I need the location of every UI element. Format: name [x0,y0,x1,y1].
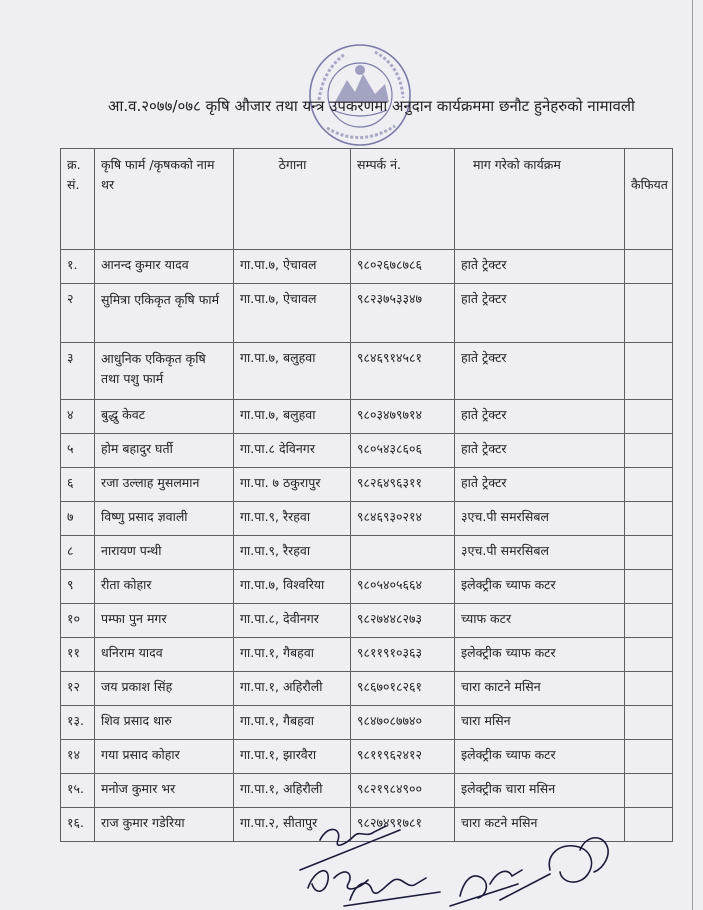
cell-sn: १. [61,250,95,284]
header-sn: क्र. सं. [61,149,95,250]
cell-program: हाते ट्रेक्टर [455,468,625,502]
cell-remarks [625,536,673,570]
table-row [61,400,673,434]
cell-contact: ९८२७४९१७८१ [351,808,455,842]
signatures-icon [250,800,690,910]
table-row [61,740,673,774]
cell-contact: ९८४६९१४५८१ [351,343,455,400]
header-remarks: कैफियत [625,149,673,250]
cell-sn: ११ [61,638,95,672]
cell-address: गा.पा.७, बलुहवा [234,400,351,434]
cell-contact: ९८२३७५३३४७ [351,284,455,343]
cell-contact: ९८०३४७९७१४ [351,400,455,434]
cell-program: च्याफ कटर [455,604,625,638]
cell-address: गा.पा.१, अहिरौली [234,774,351,808]
cell-program: इलेक्ट्रीक च्याफ कटर [455,570,625,604]
cell-sn: २ [61,284,95,343]
cell-remarks [625,502,673,536]
cell-contact: ९८२६४९६३११ [351,468,455,502]
cell-program: इलेक्ट्रीक च्याफ कटर [455,638,625,672]
cell-address: गा.पा.७, विश्वरिया [234,570,351,604]
cell-program: हाते ट्रेक्टर [455,400,625,434]
cell-name: शिव प्रसाद थारु [95,706,234,740]
cell-address: गा.पा. ७ ठकुरापुर [234,468,351,502]
cell-sn: १३. [61,706,95,740]
cell-program: ३एच.पी समरसिबल [455,536,625,570]
cell-name: आनन्द कुमार यादव [95,250,234,284]
cell-name: नारायण पन्थी [95,536,234,570]
cell-contact: ९८११९६२४१२ [351,740,455,774]
cell-sn: ८ [61,536,95,570]
cell-name: राज कुमार गडेरिया [95,808,234,842]
cell-address: गा.पा.१, अहिरौली [234,672,351,706]
cell-address: गा.पा.७, ऐचावल [234,250,351,284]
header-contact: सम्पर्क नं. [351,149,455,250]
cell-program: ३एच.पी समरसिबल [455,502,625,536]
cell-address: गा.पा.२, सीतापुर [234,808,351,842]
cell-contact: ९८११९१०३६३ [351,638,455,672]
header-address: ठेगाना [234,149,351,250]
table-row [61,536,673,570]
cell-remarks [625,740,673,774]
cell-name: मनोज कुमार भर [95,774,234,808]
table-row [61,250,673,284]
cell-contact: ९८४६९३०२१४ [351,502,455,536]
cell-program: हाते ट्रेक्टर [455,434,625,468]
table-row [61,434,673,468]
cell-address: गा.पा.१, झारवैरा [234,740,351,774]
cell-contact: ९८०५४३८६०६ [351,434,455,468]
table-row [61,468,673,502]
table-row [61,672,673,706]
cell-sn: १४ [61,740,95,774]
cell-contact: ९८२१९८४९०० [351,774,455,808]
cell-sn: १५. [61,774,95,808]
cell-name: पम्फा पुन मगर [95,604,234,638]
cell-remarks [625,468,673,502]
cell-address: गा.पा.७, बलुहवा [234,343,351,400]
cell-address: गा.पा.८, देवीनगर [234,604,351,638]
cell-remarks [625,250,673,284]
cell-sn: ४ [61,400,95,434]
cell-contact: ९८०५४०५६६४ [351,570,455,604]
cell-name: सुमित्रा एकिकृत कृषि फार्म [95,284,234,343]
cell-sn: ५ [61,434,95,468]
cell-remarks [625,434,673,468]
cell-program: इलेक्ट्रीक चारा मसिन [455,774,625,808]
table-row [61,502,673,536]
cell-remarks [625,400,673,434]
cell-remarks [625,284,673,343]
header-name: कृषि फार्म /कृषकको नाम थर [95,149,234,250]
table-header-row [61,149,673,250]
cell-sn: ७ [61,502,95,536]
cell-remarks [625,604,673,638]
cell-address: गा.पा.१, गैबहवा [234,706,351,740]
cell-remarks [625,706,673,740]
cell-program: हाते ट्रेक्टर [455,284,625,343]
table-row [61,638,673,672]
cell-address: गा.पा.९, रैरहवा [234,536,351,570]
cell-address: गा.पा.८ देविनगर [234,434,351,468]
cell-name: बुद्धु केवट [95,400,234,434]
cell-sn: १६. [61,808,95,842]
cell-contact: ९८६७०१८२६१ [351,672,455,706]
cell-name: रजा उल्लाह मुसलमान [95,468,234,502]
cell-address: गा.पा.७, ऐचावल [234,284,351,343]
cell-contact: ९८०२६७८७८६ [351,250,455,284]
table-row [61,570,673,604]
cell-program: चारा मसिन [455,706,625,740]
table-row [61,284,673,343]
cell-name: होम बहादुर घर्ती [95,434,234,468]
cell-name: गया प्रसाद कोहार [95,740,234,774]
cell-remarks [625,638,673,672]
table-row [61,343,673,400]
cell-name: धनिराम यादव [95,638,234,672]
cell-sn: १० [61,604,95,638]
cell-program: हाते ट्रेक्टर [455,343,625,400]
cell-program: चारा काटने मसिन [455,672,625,706]
cell-remarks [625,672,673,706]
cell-address: गा.पा.१, गैबहवा [234,638,351,672]
cell-name: जय प्रकाश सिंह [95,672,234,706]
beneficiary-table [60,148,673,842]
cell-address: गा.पा.९, रैरहवा [234,502,351,536]
cell-sn: १२ [61,672,95,706]
header-program: माग गरेको कार्यक्रम [455,149,625,250]
table-row [61,604,673,638]
cell-name: रीता कोहार [95,570,234,604]
cell-remarks [625,570,673,604]
page-edge [692,0,693,910]
cell-name: विष्णु प्रसाद ज्ञवाली [95,502,234,536]
cell-sn: ३ [61,343,95,400]
cell-program: हाते ट्रेक्टर [455,250,625,284]
cell-contact [351,536,455,570]
document-title: आ.व.२०७७/०७८ कृषि औजार तथा यन्त्र उपकरणमा अनुदान कार्यक्रममा छनौट हुनेहरुको नामावली [108,97,635,115]
cell-sn: ९ [61,570,95,604]
cell-sn: ६ [61,468,95,502]
cell-contact: ९८२७४४८२७३ [351,604,455,638]
table-row [61,706,673,740]
cell-program: इलेक्ट्रीक च्याफ कटर [455,740,625,774]
cell-name: आधुनिक एकिकृत कृषि तथा पशु फार्म [95,343,234,400]
cell-remarks [625,343,673,400]
cell-program: चारा कटने मसिन [455,808,625,842]
cell-contact: ९८४७०८७७४० [351,706,455,740]
